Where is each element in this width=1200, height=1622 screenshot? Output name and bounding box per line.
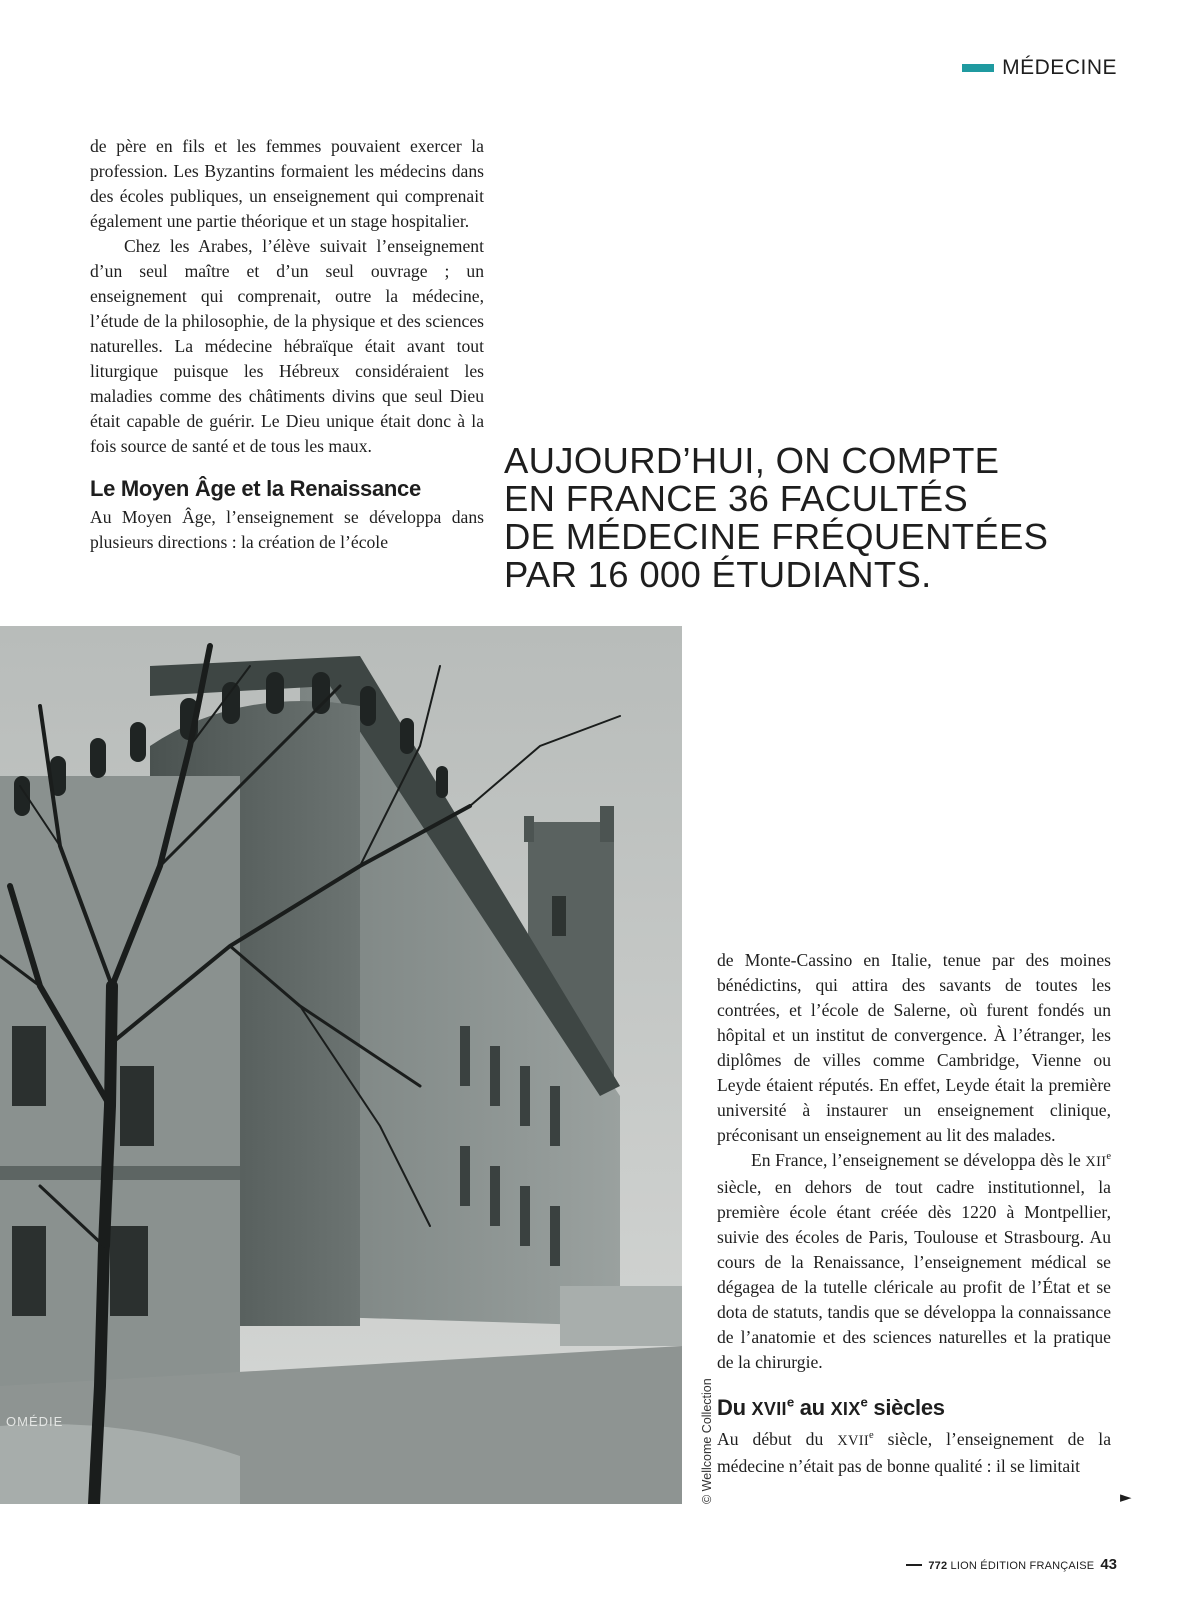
right-paragraph-3 <box>717 1427 1111 1479</box>
photo-credit: © Wellcome Collection <box>700 1378 714 1504</box>
photo-inscription: OMÉDIE <box>6 1414 64 1429</box>
footer-magazine-name: LION ÉDITION FRANÇAISE <box>950 1560 1095 1572</box>
left-paragraph-1: de père en fils et les femmes pouvaient exercer la profession. Les Byzantins formaient les médecins dans des écoles publiques, un enseignement qui comprenait également une partie théorique et un stage hospitalier. <box>90 136 484 231</box>
text-span: siècle, l’enseignement de la médecine n’était pas de bonne qualité : il se limitait <box>717 1429 1111 1476</box>
superscript-e: e <box>860 1394 868 1410</box>
subhead-word: Du <box>717 1395 746 1420</box>
footer-issue: 772 <box>928 1560 948 1572</box>
subheading-xvii-xix <box>717 1395 1111 1422</box>
pull-quote <box>504 442 1064 594</box>
subhead-word: au <box>799 1395 825 1420</box>
section-label: MÉDECINE <box>1002 56 1117 79</box>
historic-building-photo <box>0 626 682 1504</box>
pull-quote-line: PAR 16 000 ÉTUDIANTS. <box>504 554 932 595</box>
superscript-e: e <box>1106 1151 1111 1163</box>
section-tag <box>962 56 1117 80</box>
footer-magazine <box>928 1560 1094 1572</box>
left-paragraph-2: Chez les Arabes, l’élève suivait l’enseignement d’un seul maître et d’un seul ouvrage ; un enseignement qui comprenait, outre la médecine, l’étude de la philosophie, de la physique et des sciences naturelles. La médecine hébraïque était avant tout liturgique puisque les Hébreux considéraient les maladies comme des châtiments divins que seul Dieu était capable de guérir. Le Dieu unique était donc à la fois source de santé et de tous les maux. <box>90 236 484 456</box>
century-xii: XII <box>1085 1154 1107 1170</box>
right-paragraph-2 <box>717 1148 1111 1375</box>
footer-rule <box>906 1564 922 1566</box>
superscript-e: e <box>868 1430 874 1442</box>
section-accent-bar <box>962 64 994 72</box>
right-paragraph-1: de Monte-Cassino en Italie, tenue par des moines bénédictins, qui attira des savants de toutes les contrées, et l’école de Salerne, où furent fondés un hôpital et un institut de convergence. À l’étranger, les diplômes de villes comme Cambridge, Vienne ou Leyde étaient réputés. En effet, Leyde était la première université à instaurer un enseignement clinique, préconisant un enseignement au lit des malades. <box>717 950 1111 1145</box>
subhead-word: siècles <box>873 1395 945 1420</box>
text-span: siècle, en dehors de tout cadre institutionnel, la première école étant créée dès 1220 à Montpellier, suivie des écoles de Paris, Toulouse et Strasbourg. Au cours de la Renaissance, l’enseignement médical se dégagea de la tutelle cléricale au profit de l’État et se dota de statuts, tandis que se développa la connaissance de l’anatomie et des sciences naturelles et la pratique de la chirurgie. <box>717 1177 1111 1372</box>
pull-quote-line: DE MÉDECINE FRÉQUENTÉES <box>504 516 1049 557</box>
text-span: Au début du <box>717 1429 824 1449</box>
text-span: En France, l’enseignement se développa dès le <box>751 1150 1081 1170</box>
century-xvii: XVII <box>837 1433 869 1449</box>
left-paragraph-3: Au Moyen Âge, l’enseignement se développa dans plusieurs directions : la création de l’école <box>90 507 484 552</box>
right-column <box>717 948 1111 1479</box>
century-xix: XIX <box>830 1399 861 1419</box>
page-number: 43 <box>1100 1556 1117 1573</box>
page-footer <box>906 1556 1117 1573</box>
pull-quote-line: AUJOURD’HUI, ON COMPTE <box>504 440 1000 481</box>
century-xvii: XVII <box>751 1399 787 1419</box>
continue-arrow-icon: ► <box>1120 1488 1132 1506</box>
subheading-moyen-age: Le Moyen Âge et la Renaissance <box>90 476 421 501</box>
pull-quote-line: EN FRANCE 36 FACULTÉS <box>504 478 969 519</box>
left-column <box>90 134 484 555</box>
building-illustration <box>0 626 682 1504</box>
superscript-e: e <box>786 1394 794 1410</box>
